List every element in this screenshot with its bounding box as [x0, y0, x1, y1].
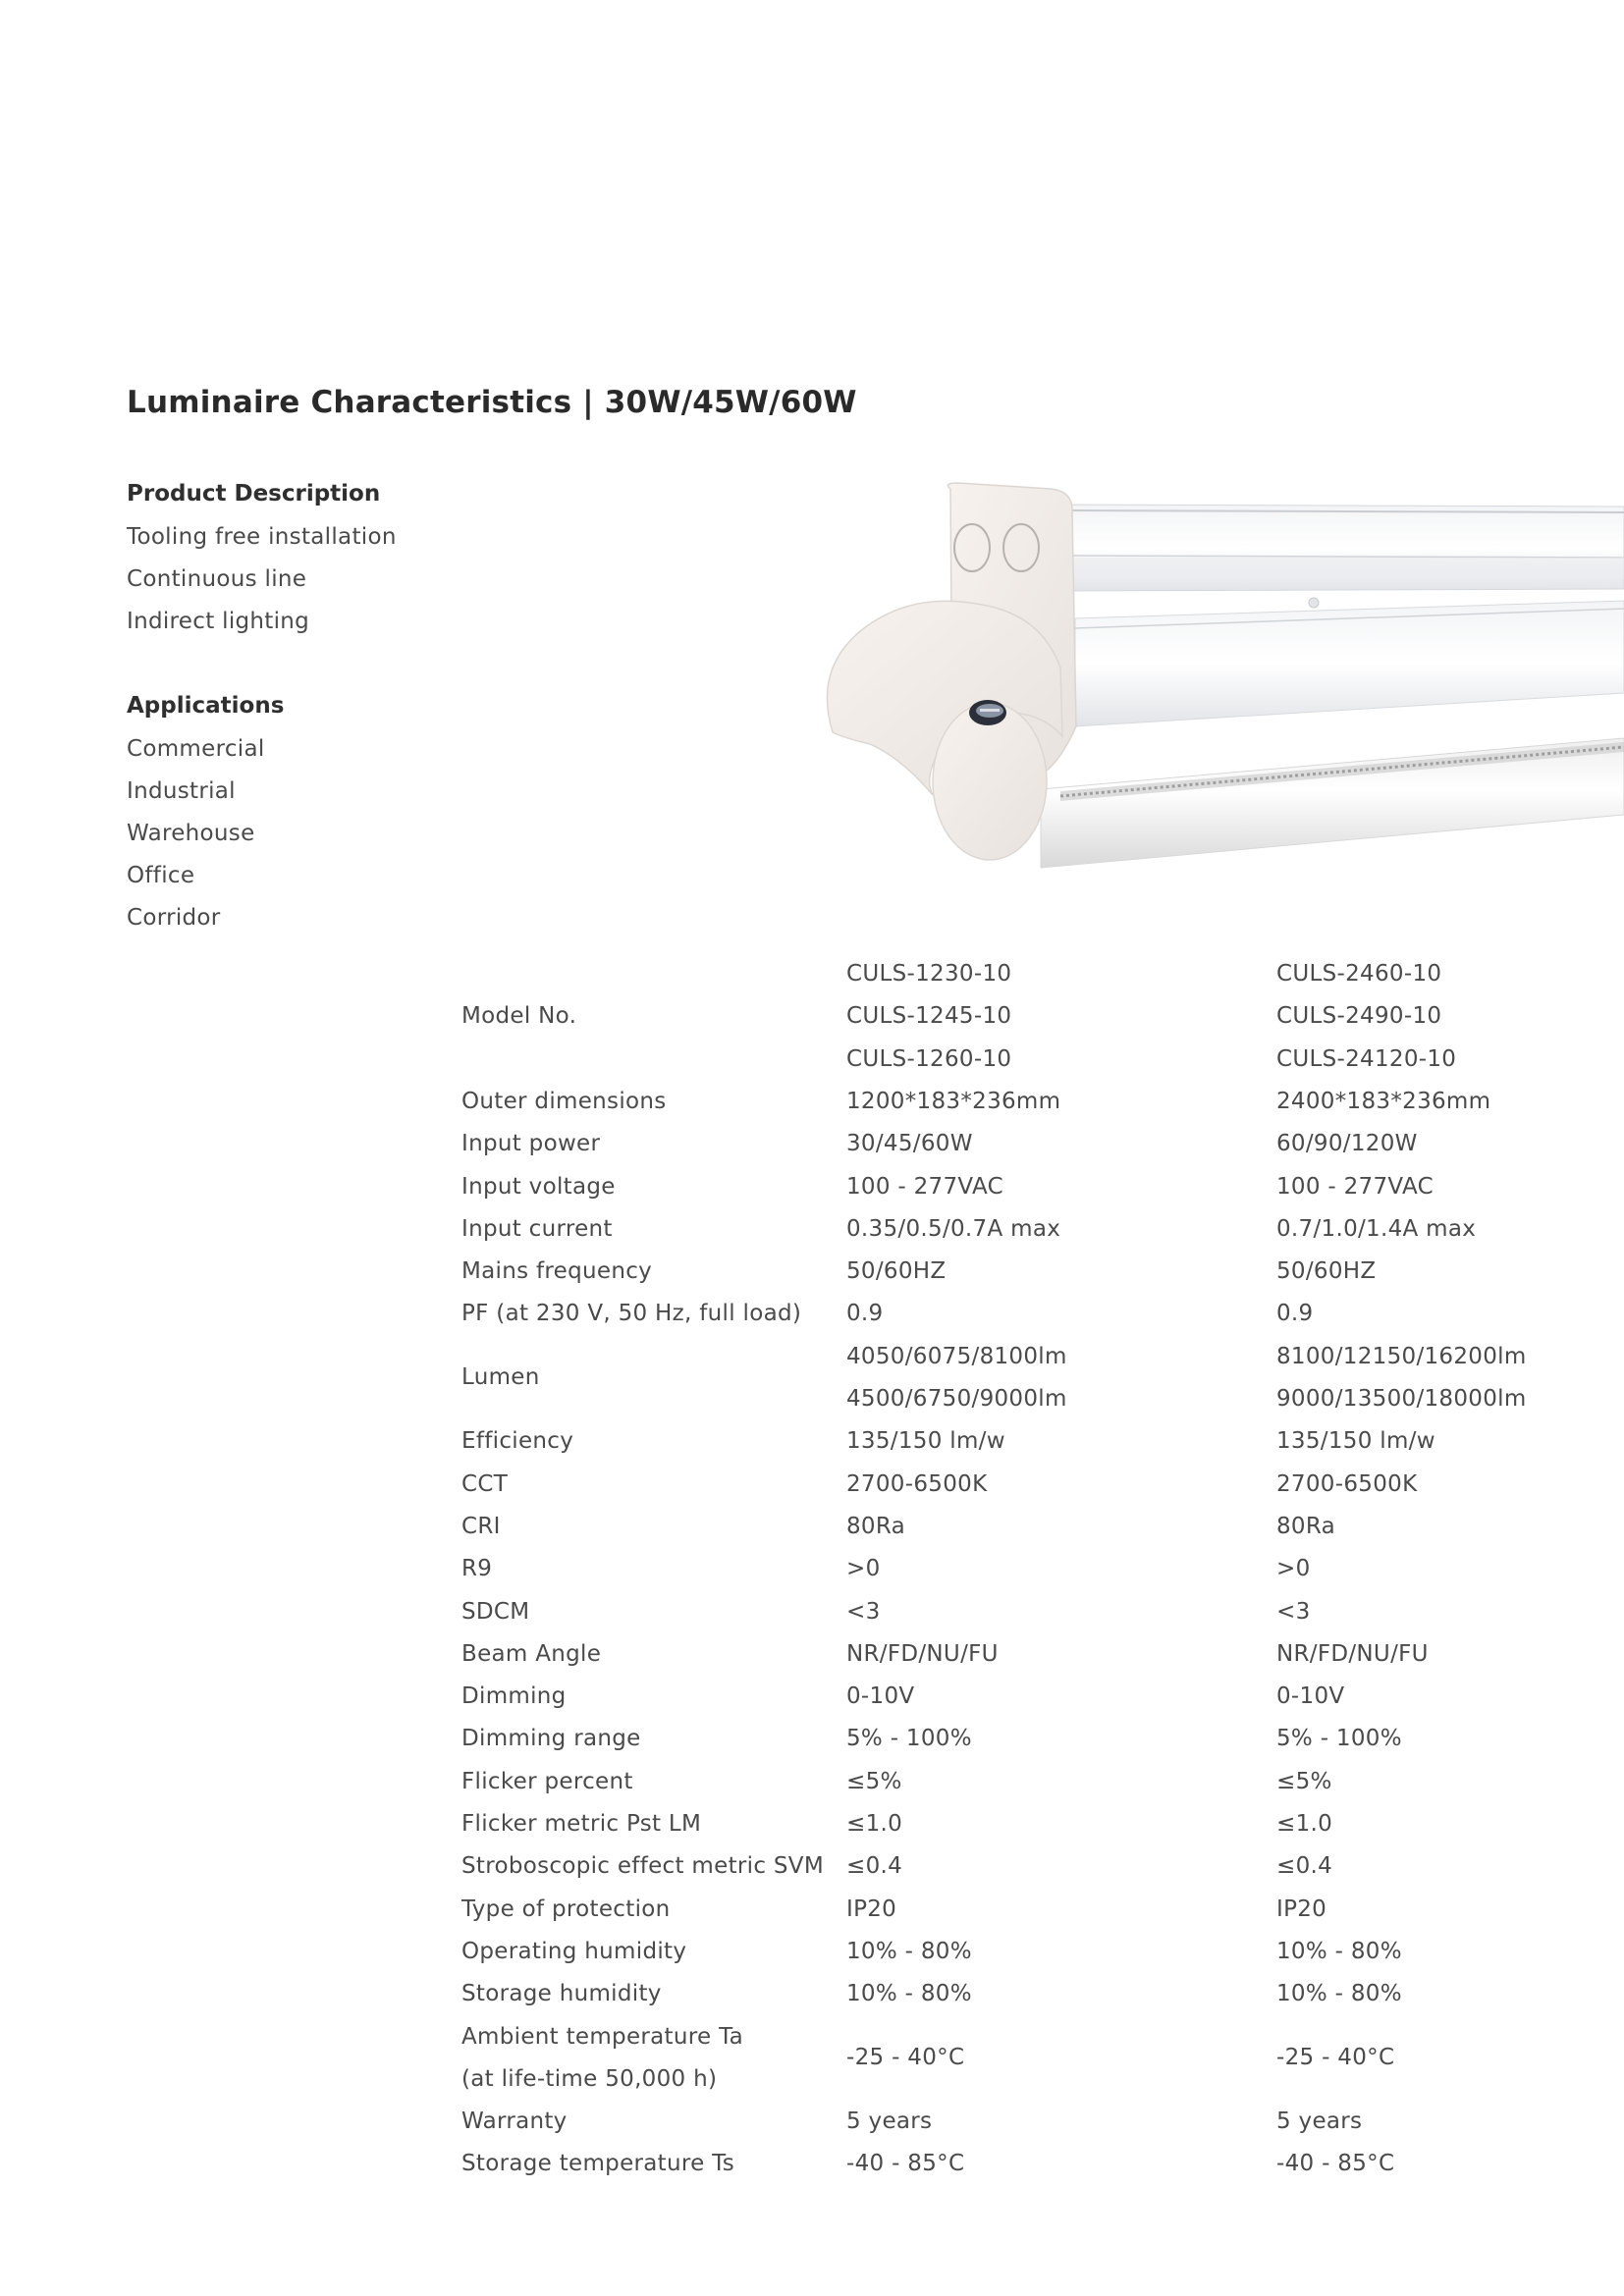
spec-value-a: 30/45/60W [846, 1131, 973, 1157]
spec-label: R9 [461, 1556, 493, 1582]
spec-value-a: CULS-1230-10 [846, 961, 1012, 987]
spec-value-b: 0.9 [1276, 1301, 1314, 1327]
spec-label: Mains frequency [461, 1258, 653, 1285]
spec-value-b: ≤1.0 [1276, 1811, 1333, 1837]
spec-label: Dimming [461, 1683, 567, 1710]
spec-label: Model No. [461, 1003, 577, 1030]
spec-value-b: 100 - 277VAC [1276, 1173, 1434, 1200]
application-item: Office [127, 863, 195, 888]
spec-value-b: 0-10V [1276, 1683, 1345, 1710]
spec-label: Input voltage [461, 1173, 616, 1200]
spec-value-a: 80Ra [846, 1513, 906, 1539]
spec-label: Input current [461, 1215, 613, 1242]
spec-label: (at life-time 50,000 h) [461, 2065, 718, 2092]
spec-value-b: NR/FD/NU/FU [1276, 1640, 1429, 1667]
spec-value-b: ≤0.4 [1276, 1853, 1333, 1880]
spec-label: Ambient temperature Ta [461, 2023, 744, 2050]
spec-value-a: 100 - 277VAC [846, 1173, 1003, 1200]
product-description-item: Indirect lighting [127, 609, 310, 634]
spec-value-a: 50/60HZ [846, 1258, 947, 1285]
spec-label: Beam Angle [461, 1640, 602, 1667]
spec-label: Lumen [461, 1364, 540, 1391]
spec-value-a: NR/FD/NU/FU [846, 1640, 999, 1667]
spec-value-a: 0-10V [846, 1683, 915, 1710]
application-item: Warehouse [127, 821, 255, 846]
spec-value-a: CULS-1245-10 [846, 1003, 1012, 1030]
spec-value-a: CULS-1260-10 [846, 1045, 1012, 1072]
spec-value-b: ≤5% [1276, 1768, 1332, 1794]
spec-value-b: CULS-2490-10 [1276, 1003, 1442, 1030]
spec-value-a: 10% - 80% [846, 1938, 972, 1964]
spec-value-a: >0 [846, 1556, 881, 1582]
spec-label: CRI [461, 1513, 501, 1539]
spec-label: Warranty [461, 2109, 568, 2135]
spec-value-b: 60/90/120W [1276, 1131, 1418, 1157]
spec-value-b: CULS-2460-10 [1276, 961, 1442, 987]
spec-value-a: 5% - 100% [846, 1726, 972, 1752]
spec-value-a: -25 - 40°C [846, 2045, 965, 2071]
spec-value-b: -25 - 40°C [1276, 2045, 1395, 2071]
spec-value-b: >0 [1276, 1556, 1311, 1582]
spec-label: Storage humidity [461, 1981, 662, 2007]
spec-value-b: 8100/12150/16200lm [1276, 1343, 1527, 1369]
spec-label: Flicker metric Pst LM [461, 1811, 702, 1837]
page-title: Luminaire Characteristics | 30W/45W/60W [127, 385, 857, 420]
spec-value-a: ≤5% [846, 1768, 902, 1794]
spec-label: CCT [461, 1470, 509, 1497]
spec-value-b: <3 [1276, 1598, 1311, 1625]
luminaire-product-image [815, 481, 1624, 913]
spec-value-b: 80Ra [1276, 1513, 1336, 1539]
spec-label: Operating humidity [461, 1938, 687, 1964]
spec-label: Stroboscopic effect metric SVM [461, 1853, 824, 1880]
spec-value-a: 10% - 80% [846, 1981, 972, 2007]
spec-label: Storage temperature Ts [461, 2151, 735, 2177]
spec-value-a: 4050/6075/8100lm [846, 1343, 1067, 1369]
spec-label: PF (at 230 V, 50 Hz, full load) [461, 1301, 802, 1327]
spec-value-b: CULS-24120-10 [1276, 1045, 1457, 1072]
spec-value-b: -40 - 85°C [1276, 2151, 1395, 2177]
spec-value-b: 2700-6500K [1276, 1470, 1418, 1497]
spec-value-b: 2400*183*236mm [1276, 1088, 1491, 1114]
spec-value-a: 5 years [846, 2109, 933, 2135]
spec-value-a: 4500/6750/9000lm [846, 1386, 1067, 1412]
application-item: Industrial [127, 778, 236, 804]
spec-label: Type of protection [461, 1896, 671, 1922]
product-description-heading: Product Description [127, 481, 381, 507]
spec-value-a: 0.9 [846, 1301, 884, 1327]
spec-value-b: IP20 [1276, 1896, 1327, 1922]
spec-value-b: 135/150 lm/w [1276, 1428, 1435, 1455]
spec-value-a: IP20 [846, 1896, 897, 1922]
spec-value-a: 0.35/0.5/0.7A max [846, 1215, 1061, 1242]
spec-value-b: 10% - 80% [1276, 1981, 1402, 2007]
spec-value-a: 135/150 lm/w [846, 1428, 1005, 1455]
spec-value-b: 10% - 80% [1276, 1938, 1402, 1964]
spec-label: Input power [461, 1131, 601, 1157]
spec-value-b: 9000/13500/18000lm [1276, 1386, 1527, 1412]
spec-label: Outer dimensions [461, 1088, 667, 1114]
product-description-item: Tooling free installation [127, 524, 397, 550]
spec-value-a: ≤1.0 [846, 1811, 903, 1837]
application-item: Commercial [127, 736, 265, 762]
spec-value-b: 0.7/1.0/1.4A max [1276, 1215, 1477, 1242]
spec-value-a: 1200*183*236mm [846, 1088, 1061, 1114]
spec-value-a: <3 [846, 1598, 881, 1625]
spec-value-a: 2700-6500K [846, 1470, 988, 1497]
spec-value-b: 50/60HZ [1276, 1258, 1377, 1285]
spec-value-a: ≤0.4 [846, 1853, 903, 1880]
spec-value-a: -40 - 85°C [846, 2151, 965, 2177]
spec-label: SDCM [461, 1598, 530, 1625]
spec-value-b: 5 years [1276, 2109, 1363, 2135]
spec-value-b: 5% - 100% [1276, 1726, 1402, 1752]
spec-label: Dimming range [461, 1726, 641, 1752]
applications-heading: Applications [127, 693, 285, 719]
product-description-item: Continuous line [127, 566, 307, 592]
spec-label: Efficiency [461, 1428, 574, 1455]
application-item: Corridor [127, 905, 221, 931]
spec-label: Flicker percent [461, 1768, 633, 1794]
